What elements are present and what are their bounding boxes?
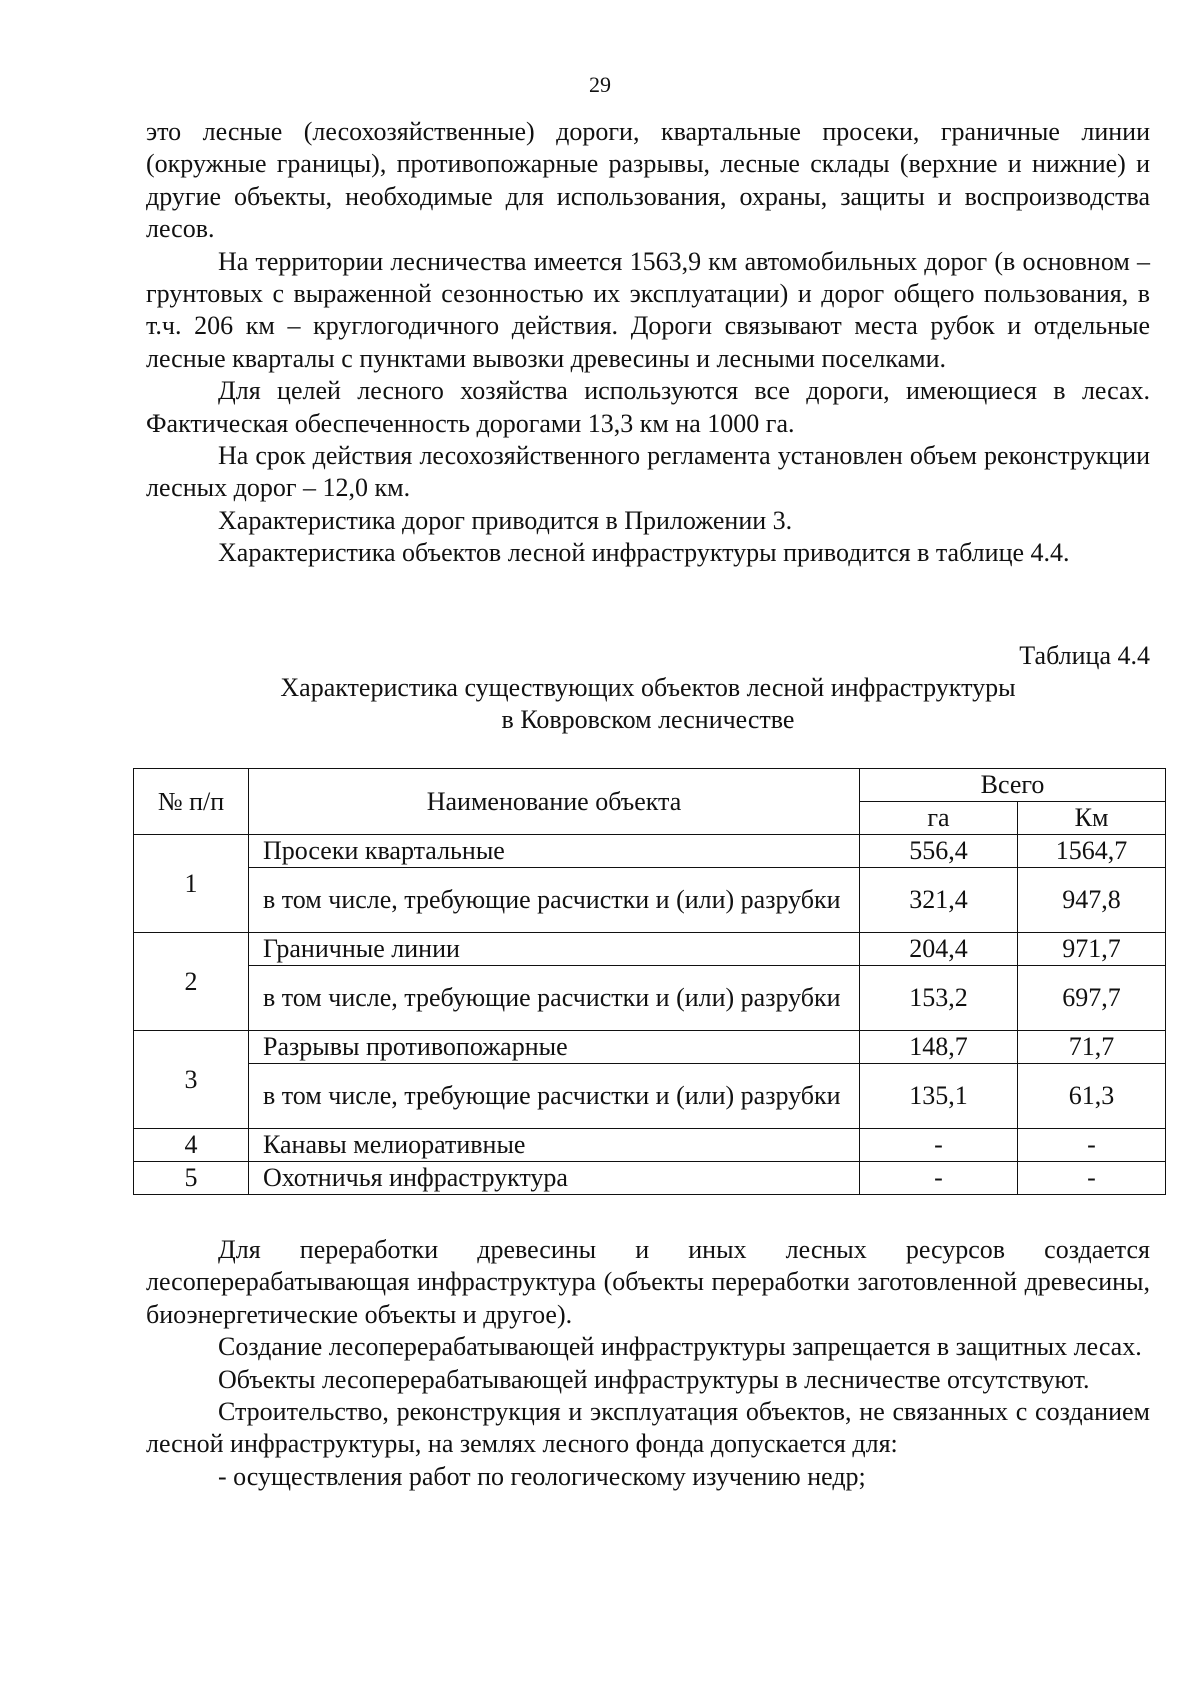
row-object-name: в том числе, требующие расчистки и (или) разрубки	[249, 1064, 860, 1129]
row-ha-value: 204,4	[860, 933, 1018, 966]
header-total: Всего	[860, 769, 1166, 802]
row-km-value: 971,7	[1018, 933, 1166, 966]
row-km-value: -	[1018, 1129, 1166, 1162]
row-km-value: 947,8	[1018, 868, 1166, 933]
row-ha-value: -	[860, 1129, 1018, 1162]
paragraph: Характеристика дорог приводится в Приложении 3.	[218, 505, 793, 535]
row-ha-value: 321,4	[860, 868, 1018, 933]
top-text-block	[146, 116, 1150, 570]
table-row	[134, 1129, 1166, 1162]
row-ha-value: -	[860, 1162, 1018, 1195]
table-caption	[146, 640, 1150, 736]
paragraph: это лесные (лесохозяйственные) дороги, квартальные просеки, граничные линии (окружные границы), противопожарные разрывы, лесные склады (верхние и нижние) и другие объекты, необходимые для использования, охраны, защиты и воспроизводства лесов.	[146, 117, 1150, 244]
row-object-name: Граничные линии	[249, 933, 860, 966]
row-number: 3	[134, 1031, 249, 1129]
row-number: 4	[134, 1129, 249, 1162]
table-row	[134, 933, 1166, 966]
header-ha: га	[860, 802, 1018, 835]
paragraph: Строительство, реконструкция и эксплуатация объектов, не связанных с созданием лесной инфраструктуры, на землях лесного фонда допускается для:	[146, 1397, 1150, 1459]
paragraph: Для переработки древесины и иных лесных ресурсов создается лесоперерабатывающая инфраструктура (объекты переработки заготовленной древесины, биоэнергетические объекты и другое).	[146, 1235, 1150, 1329]
paragraph: Создание лесоперерабатывающей инфраструктуры запрещается в защитных лесах.	[218, 1332, 1142, 1362]
row-km-value: 697,7	[1018, 966, 1166, 1031]
row-object-name: Просеки квартальные	[249, 835, 860, 868]
table-row	[134, 868, 1166, 933]
table-row	[134, 1162, 1166, 1195]
paragraph: На срок действия лесохозяйственного регламента установлен объем реконструкции лесных дорог – 12,0 км.	[146, 441, 1150, 503]
table-row	[134, 1064, 1166, 1129]
row-km-value: 1564,7	[1018, 835, 1166, 868]
paragraph: Объекты лесоперерабатывающей инфраструктуры в лесничестве отсутствуют.	[218, 1364, 1090, 1394]
row-number: 2	[134, 933, 249, 1031]
table-title-line-1: Характеристика существующих объектов лесной инфраструктуры	[280, 673, 1016, 702]
table-row	[134, 835, 1166, 868]
row-object-name: Разрывы противопожарные	[249, 1031, 860, 1064]
row-object-name: в том числе, требующие расчистки и (или) разрубки	[249, 966, 860, 1031]
row-number: 1	[134, 835, 249, 933]
row-ha-value: 556,4	[860, 835, 1018, 868]
row-km-value: 71,7	[1018, 1031, 1166, 1064]
table-row	[134, 966, 1166, 1031]
header-number: № п/п	[134, 769, 249, 835]
paragraph: На территории лесничества имеется 1563,9 км автомобильных дорог (в основном – грунтовых с выраженной сезонностью их эксплуатации) и дорог общего пользования, в т.ч. 206 км – круглогодичного действия. Дороги связывают места рубок и отдельные лесные кварталы с пунктами вывозки древесины и лесными поселками.	[146, 246, 1150, 373]
table-row	[134, 1031, 1166, 1064]
header-km: Км	[1018, 802, 1166, 835]
page-number: 29	[589, 72, 611, 97]
row-km-value: 61,3	[1018, 1064, 1166, 1129]
row-ha-value: 148,7	[860, 1031, 1018, 1064]
paragraph: - осуществления работ по геологическому изучению недр;	[218, 1461, 866, 1491]
row-number: 5	[134, 1162, 249, 1195]
header-object-name: Наименование объекта	[249, 769, 860, 835]
row-ha-value: 153,2	[860, 966, 1018, 1031]
table-title-line-2: в Ковровском лесничестве	[501, 705, 795, 734]
row-km-value: -	[1018, 1162, 1166, 1195]
row-object-name: Охотничья инфраструктура	[249, 1162, 860, 1195]
table-label: Таблица 4.4	[1019, 641, 1150, 670]
infrastructure-table	[133, 768, 1166, 1195]
row-object-name: Канавы мелиоративные	[249, 1129, 860, 1162]
paragraph: Для целей лесного хозяйства используются все дороги, имеющиеся в лесах. Фактическая обеспеченность дорогами 13,3 км на 1000 га.	[146, 376, 1150, 438]
bottom-text-block	[146, 1234, 1150, 1493]
row-ha-value: 135,1	[860, 1064, 1018, 1129]
paragraph: Характеристика объектов лесной инфраструктуры приводится в таблице 4.4.	[218, 538, 1070, 568]
row-object-name: в том числе, требующие расчистки и (или) разрубки	[249, 868, 860, 933]
